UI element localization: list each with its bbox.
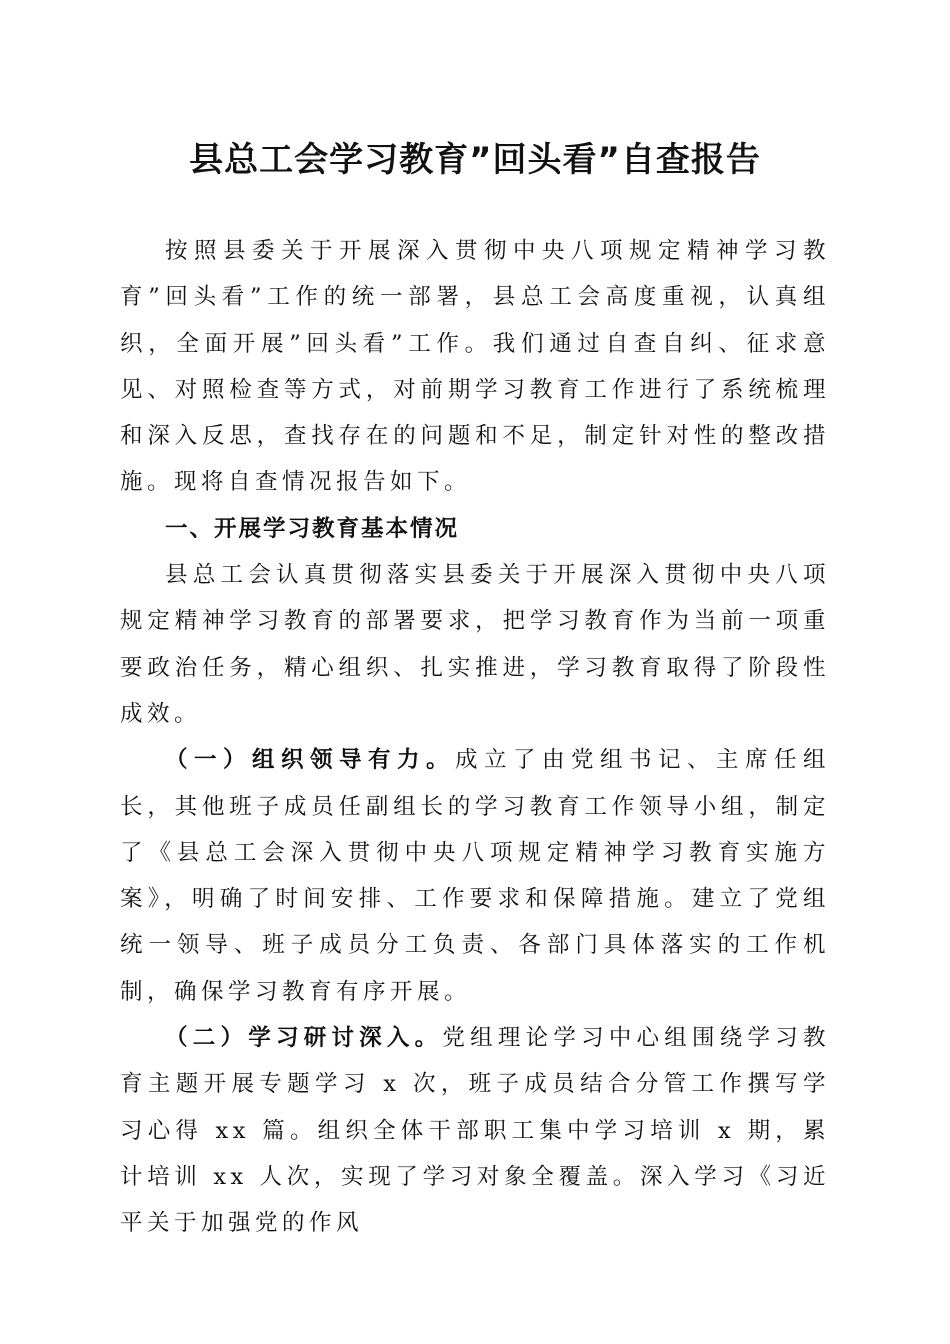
item-lead-in: （一）组织领导有力。 xyxy=(165,747,455,774)
section-heading: 一、开展学习教育基本情况 xyxy=(165,515,460,542)
item-body: 成立了由党组书记、主席任组长，其他班子成员任副组长的学习教育工作领导小组，制定了《县总工会深入贯彻中央八项规定精神学习教育实施方案》，明确了时间安排、工作要求和保障措施。建立了党组统一领导、班子成员分工负责、各部门具体落实的工作机制，确保学习教育有序开展。 xyxy=(120,747,830,1005)
document-title: 县总工会学习教育”回头看”自查报告 xyxy=(189,140,761,180)
document-body xyxy=(120,228,830,1247)
intro-paragraph: 按照县委关于开展深入贯彻中央八项规定精神学习教育”回头看”工作的统一部署，县总工会高度重视，认真组织，全面开展”回头看”工作。我们通过自查自纠、征求意见、对照检查等方式，对前期学习教育工作进行了系统梳理和深入反思，查找存在的问题和不足，制定针对性的整改措施。现将自查情况报告如下。 xyxy=(120,238,830,496)
item-paragraph-study xyxy=(120,1015,830,1246)
item-lead-in: （二）学习研讨深入。 xyxy=(165,1025,443,1052)
section-summary-paragraph: 县总工会认真贯彻落实县委关于开展深入贯彻中央八项规定精神学习教育的部署要求，把学习教育作为当前一项重要政治任务，精心组织、扎实推进，学习教育取得了阶段性成效。 xyxy=(120,562,830,727)
item-paragraph-organization xyxy=(120,737,830,1015)
item-body: 党组理论学习中心组围绕学习教育主题开展专题学习 x 次，班子成员结合分管工作撰写学习心得 xx 篇。组织全体干部职工集中学习培训 x 期，累计培训 xx 人次，实现了学习对象全覆盖。深入学习《习近平关于加强党的作风 xyxy=(120,1025,830,1237)
